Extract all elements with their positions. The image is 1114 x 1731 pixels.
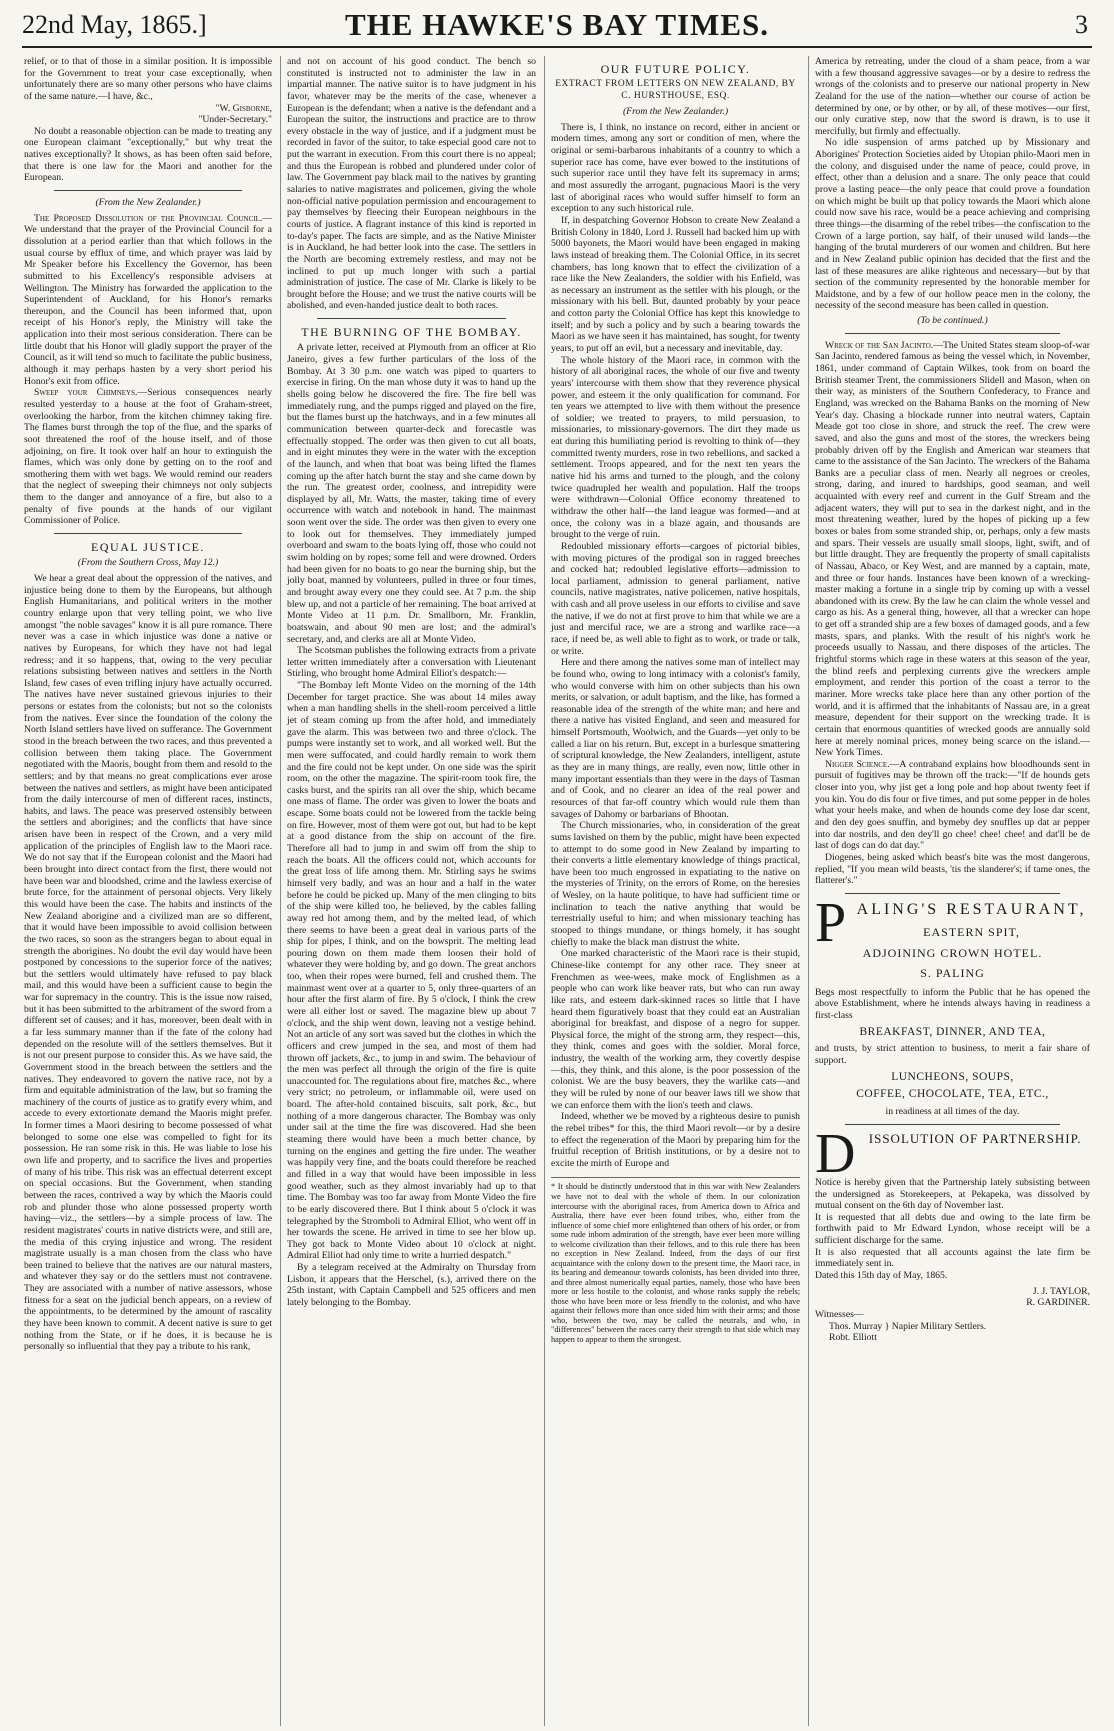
restaurant-adjoining: ADJOINING CROWN HOTEL. [862, 945, 1043, 960]
restaurant-text: Begs most respectfully to inform the Public that he has opened the above Establishment, where he intends always having in readiness a first-class [815, 986, 1090, 1021]
dissolution-text-1: Notice is hereby given that the Partnership lately subsisting between the undersigned as Storekeepers, at Pekapeka, was dissolved by mutual consent on the 6th day of November last. [815, 1176, 1090, 1212]
masthead [22, 4, 1092, 48]
issue-date: 22nd May, 1865.] [22, 10, 207, 39]
column-3 [544, 56, 806, 1726]
divider [845, 1124, 1060, 1125]
signature-taylor: J. J. TAYLOR, [1032, 1285, 1090, 1297]
equal-justice-source: (From the Southern Cross, May 12.) [77, 557, 219, 569]
divider [54, 190, 242, 191]
policy-paragraph: Here and there among the natives some man of intellect may be found who, owing to long intimacy with a colonist's family, who would converse with him on other subjects than his own merits, or salvation, or adult baptism, and the like, has formed a reasonable idea of the strength of the white man; and here and there a native has visited England, and seen and measured for himself Portsmouth, Woolwich, and the Guards—yet only to be called a liar on his return. But, except in a burlesque smattering of scriptural knowledge, the New Zealanders, intelligent, astute as they are in many things, are really, even now, little other in many important essentials than they were in the days of Tasman and of Cook, and no clearer an idea of the real power and resources of that far-off country which would rule them than savages of Dahomy or barbarians of Bhootan. [551, 657, 800, 820]
future-policy-source: (From the New Zealander.) [622, 106, 729, 118]
page-number: 3 [1075, 10, 1088, 39]
column-4 [808, 56, 1096, 1726]
witness-elliott: Robt. Elliott [829, 1332, 877, 1344]
dissolution-text-3: It is also requested that all accounts against the late firm be immediately sent in. [815, 1246, 1090, 1270]
letter-signature: "W. Gisborne, [215, 102, 272, 114]
wreck-heading: Wreck of the San Jacinto. [825, 339, 934, 351]
nigger-science-heading: Nigger Science. [825, 758, 890, 770]
letter-tail: relief, or to that of those in a similar position. It is impossible for the Government to treat your case exceptionally, when unfortunately there are so many other persons who have claims of the same nature.—I have, &c., [24, 56, 272, 102]
future-policy-subheading: EXTRACT FROM LETTERS ON NEW ZEALAND, BY C. HURSTHOUSE, ESQ. [555, 79, 796, 101]
nigger-science-text: —A contraband explains how bloodhounds sent in pursuit of fugitives may be thrown off the track:—"If de hounds gets closer into you, why jist get a long pole and hop about twenty feet if you kin. You do dis four or five times, and put some pepper in de holes what your heels make, and when de hounds come dey lose dar scent, and den dey goes snuffin, and bymeby dey snuffles up dat ar pepper into dar nostrils, and den dey'll go chee! chee! chee! and dat'll be de last of dogs can do dat day." [815, 758, 1090, 852]
restaurant-advertisement [815, 891, 1090, 1118]
policy-paragraph: There is, I think, no instance on record, either in ancient or modern times, among any sort or condition of men, where the original or semi-barbarous inhabitants of a country to which a superior race has come, have ever bowed to the institutions of such superior race until they have felt its supremacy in arms; and most assuredly the arrogant, pugnacious Maori is the very last of aboriginal races who would suffer himself to form an exception to any such historical rule. [551, 121, 800, 215]
bombay-scotsman: The Scotsman publishes the following extracts from a private letter written immediately after a conversation with Lieutenant Stirling, who brought home Admiral Elliot's despatch:— [287, 645, 536, 680]
restaurant-title-text: ALING'S RESTAURANT, [856, 900, 1087, 918]
restaurant-meals: BREAKFAST, DINNER, AND TEA, [859, 1025, 1046, 1038]
dissolution-text-2: It is requested that all debts due and owing to the late firm be forthwith paid to Mr Edward Lyndon, whose receipt will be a sufficient discharge for the same. [815, 1211, 1090, 1247]
equal-justice-continued: and not on account of his good conduct. The bench so constituted is instructed not to administer the law in an impartial manner. The native suitor is to have judgment in his favor, whatever may be the merits of the case, whenever a European is the defendant; when a native is the defendant and a European the suitor, the instructions and practice are to throw every obstacle in the way of justice, and if a judgment must be recorded in favor of the suitor, to take especial good care not to put the warrant in execution. From this court there is no appeal; and thus the European is robbed and plundered under color of law. The Government pay black mail to the natives by granting salaries to native magistrates and policemen, giving the whole non-official native population permission and encouragement to pay themselves by fleecing their European neighbours in the courts of justice. A flagrant instance of this kind is reported in to-day's paper. The facts are simple, and as the Native Minister is in Auckland, he had better look into the case. The settlers in the North are becoming extremely restless, and may not be inclined to put up much longer with such a partial administration of justice. The case of Mr. Clarke is likely to be brought before the House; and we trust the native courts will be abolished, and even-handed justice dealt to both races. [287, 56, 536, 312]
dissolution-dated: Dated this 15th day of May, 1865. [815, 1269, 948, 1281]
restaurant-items-2: COFFEE, CHOCOLATE, TEA, ETC., [856, 1088, 1049, 1101]
to-be-continued: (To be continued.) [917, 315, 988, 327]
article-source: (From the New Zealander.) [95, 197, 201, 209]
newspaper-title: THE HAWKE'S BAY TIMES. [345, 7, 769, 42]
restaurant-items-3: in readiness at all times of the day. [885, 1106, 1020, 1118]
witness-murray-name: Thos. Murray [829, 1320, 883, 1332]
bombay-body: A private letter, received at Plymouth from an officer at Rio Janeiro, gives a few further particulars of the loss of the Bombay. At 3 30 p.m. one watch was piped to quarters to exercise in firing. On the man whose duty it was to hand up the shells going below he discovered the fire. The fire bell was immediately rung, and the pumps rigged and played on the fire, but the flames burst up the hatchways, and in a few minutes all communication between quarter-deck and forecastle was effectually stopped. The order was then given to cut all boats, and in eight minutes they were in the water with the exception of the launch, and when that boat was being lifted the flames coming up the after hatch burnt the stay and she came down by the run. The greatest order, coolness, and intrepidity were displayed by all, Mr. Watts, the master, taking time of every occurrence with watch and notebook in hand. The mainmast soon went over the side. The order was then given to every one to look out for themselves. They immediately jumped overboard and swam to the boats lying off, those who could not swim holding on by ropes; some fell and were drowned. Orders had been given for no boats to go near the burning ship, but the jolly boat, manned by volunteers, pulled in three or four times, and brought away every one they could see. At 7 p.m. the ship blew up, and not a particle of her remaining. The boat arrived at Monte Video at 11 p.m. Dr. Smallborn, Mr. Franklin, boatswain, and about 90 men are lost; and the admiral's secretary, and, and clerks are all at Monte Video. [287, 342, 536, 645]
diogenes-paragraph: Diogenes, being asked which beast's bite was the most dangerous, replied, "If you mean wild beasts, 'tis the slanderer's; if tame ones, the flatterer's." [815, 851, 1090, 887]
dissolution-title [815, 1122, 1090, 1185]
restaurant-text-2: and trusts, by strict attention to business, to merit a fair share of support. [815, 1043, 1090, 1066]
policy-paragraph: Indeed, whether we be moved by a righteous desire to punish the rebel tribes* for this, the third Maori revolt—or by a desire to effect the regeneration of the Maori by preparing him for the fruitful reception of British institutions, or by a desire not to excite the mirth of Europe and [551, 1111, 800, 1169]
policy-continued: America by retreating, under the cloud of a sham peace, from a war with a few thousand aggressive savages—or by a desire to redress the wrongs of the colonists and to preserve our national property in New Zealand for the use of the nation—whether our course of action be determined by one, or by other, or by all, of these motives—our first, our only curative step, now that the sword is drawn, is to use it mercifully, but firmly and effectually. [815, 56, 1090, 137]
divider [317, 318, 506, 319]
chimney-text: —Serious consequences nearly resulted yesterday to a house at the foot of Graham-street, overlooking the harbor, from the kitchen chimney taking fire. The flames burst through the top of the flue, and the sparks of soot threatened the roof of the house itself, and of those adjoining, on fire. It took over half an hour to extinguish the flames, which was only done by getting on to the roof and smothering them with wet bags. We would remind our readers that the neglect of sweeping their chimneys not only subjects them to the danger and annoyance of a fire, but also to a penalty of five pounds at the hands of our vigilant Commissioner of Police. [24, 387, 272, 527]
restaurant-owner: S. PALING [920, 966, 985, 981]
dissolution-advertisement [815, 1122, 1090, 1344]
policy-paragraph: If, in despatching Governor Hobson to create New Zealand a British Colony in 1840, Lord J. Russell had backed him up with 5000 bayonets, the Maori would have been engaged in making laws instead of breaking them. The Colonial Office, in its secret chambers, has long known that to effect the civilization of a race like the New Zealanders, the soldier with his Enfield, was as necessary an instrument as the settler with his plough, or the missionary with his bell. But, daunted probably by your peace and cotton party the Colonial Office has kept this knowledge to itself; and by such a policy and by such a bearing towards the Maori as we have seen it has maintained, has sought, for twenty years, to put off an evil, but a necessary and inevitable, day. [551, 214, 800, 354]
council-paragraph [24, 213, 272, 388]
equal-justice-heading: EQUAL JUSTICE. [91, 539, 205, 554]
chimney-paragraph [24, 387, 272, 527]
equal-justice-body: We hear a great deal about the oppression of the natives, and injustice being done to them by the Europeans, but although English Humanitarians, and political writers in the mother country enlarge upon that very telling point, we who live amongst "the noble savages" know it is all pure romance. There never was a case in which injustice was done a native or natives by Europeans, for which they have not had legal redress; and it so happens, that, owing to the very peculiar relations subsisting between natives and settlers in the North Island, few cases of even trifling injury have actually occurred. The natives have never sustained grievous injuries to their persons or estates from the colonists; but not so the colonists from the natives. Ever since the foundation of the colony the North Island settlers have lived on sufferance. The Government stood in the breach between the two races, and thus prevented a collision between them taking place. The Government negotiated with the Maoris, bought from them and resold to the settlers; and by that means no great complications ever arose between the natives and settlers, as might have been anticipated from the daily intercourse of men of different races, instincts, habits, and laws. The peace was preserved ostensibly between the settlers and aborigines; and the conflicts that have since arisen have been in respect of the Crown, and a very mild application of the principles of English law to the Maori race. We do not say that if the European colonist and the Maori had been brought into direct contact from the first, there would not have been war and bloodshed, crime and the lawless exercise of brute force, for the attainment of personal objects. Very likely this would have been the case. The habits and instincts of the New Zealand aborigine and a civilized man are so different, that it would have been impossible to avoid collision between the two races, so soon as the strangers began to about equal in strength the aborigines. No doubt the evil day would have been postponed by concessions to the superior force of the natives; but the settlers would ultimately have refused to pay black mail, and this would have been a sufficient cause to begin the war for supremacy in the country. This is the issue now raised, but it has been submitted to the arbitrament of the sword from a different set of causes; and it has, moreover, been dealt with in a far less summary manner than if the fate of the colony had depended on the resolute will of the settlers themselves. But it is not our present purpose to consider this. As we have said, the Government stood in the breach between the settlers and the natives. They endeavored to govern the native race, not by a firm and equitable administration of the law, but so framing the machinery of the courts of justice as to gratify every whim, and accede to every extortionate demand the Maoris might prefer. In former times a Maori desiring to become possessed of what belonged to some one else was compelled to fight for its possession. He ran some risk in this. He was liable to lose his own life and property, and to sacrifice the lives and properties of many of his tribe. This risk was an effectual deterrent except on special occasions. But the Government, when standing between the races, contrived a way by which the Maoris could rob and plunder those who alone possessed property worth having—viz., the settlers—by a simple process of law. The resident magistrates' courts in native districts were, and still are, the media of this crying injustice and wrong. The resident magistrate usually is a man chosen from the class who have been trained to believe that the natives are our natural masters, and whatever they say or do the settlers must not contravene. They are associated with a number of native assessors, whose fitness for a seat on the judicial bench appears, on a review of the appointments, to be determined by the amount of rascality they have been known to commit. A decent native is sure to get nothing from the State, or if he does, it is because he is personally so influential that they pay a tribute to his rank, [24, 573, 272, 1353]
council-text: —We understand that the prayer of the Provincial Council for a dissolution at a period earlier than that which follows in the usual course by efflux of time, and which prayer was laid by Mr Speaker before his Excellency the Governor, has been submitted to his Excellency's responsible advisers at Wellington. The Ministry has forwarded the application to the Superintendent of Auckland, for his Honor's remarks thereupon, and the Council has been informed that, upon receipt of his Honor's reply, the Ministry will take the application into their most serious consideration. There can be little doubt that his Honor will gladly support the prayer of the Council, as it will tend so much to facilitate the public business, although it may perhaps hasten by a very short period his Honor's exit from office. [24, 212, 272, 387]
witness-murray: Thos. Murray } Napier Military Settlers. [829, 1320, 987, 1332]
bombay-quote: "The Bombay left Monte Video on the morning of the 14th December for target practice. She was about 14 miles away when a man handling shells in the shell-room perceived a little jet of steam coming up from the after hold, and immediately gave the alarm. This was between two and three o'clock. The pumps were instantly set to work, and all worked well. But the men were suffocated, and could hardly remain to work them and the fire could not be kept under. On one side was the spirit room, on the other the magazine. The spirit-room took fire, the casks burst, and the spirits ran all over the ship, which became one mass of flame. The order was given to lower the boats and escape. Some boats could not be lowered from the tackle being on fire. However, most of them were got out, but had to be kept at a good distance from the ship on account of the fire. Therefore all had to jump in and swim off from the ship to reach the boats. All the officers could not, which accounts for the great loss of life among them. Mr. Stirling says he swims himself very badly, and was an hour and a half in the water before he could be picked up. Many of the men clinging to bits of the ship were killed too, he believed, by the cables falling away red hot among them, and by the melted lead, of which there seems to have been a great deal in various parts of the ship for pipes, I think, and on the bowsprit. The melting lead pouring down on them made them loosen their hold of whatever they were holding by, and go down. The great anchors too, when their ropes were burned, fell and crushed them. The mainmast went over at a quarter to 5, only three-quarters of an hour after the first alarm of fire. By 5 o'clock, I think the crew were all either lost or saved. The magazine blew up about 7 o'clock, and the ship went down, leaving not a vestige behind. Not an article of any sort was saved but the clothes in which the officers and crew jumped in the sea, and most of them had thrown off jackets, &c., to jump in and swim. The behaviour of the men was perfect all through the origin of the fire is quite unaccounted for. The regulations about fire, matches &c., where very strict; no petroleum, or inflammable oil, were used on board. The after-hold contained biscuits, salt pork, &c., but nothing of a more dangerous character. The Bombay was only under sail at the time the fire was discovered. Had she been steaming there would have been a much better chance, by turning on the engines and getting the fire under. The weather was happily very fine, and the boats could therefore be reached and filled in a way that would have been impossible in less good weather, such as they almost invariably had up to that time. The Bombay was too far away from Monte Video the fire to be early discovered there. But I think about 5 o'clock it was telegraphed by the Stromboli to Admiral Elliot, who went off in her towards the scene. He arrived in time to see her blow up. They got back to Monte Video about 10 o'clock at night. Admiral Elliot had only time to write a hurried despatch." [287, 680, 536, 1262]
restaurant-items: LUNCHEONS, SOUPS, [891, 1070, 1014, 1083]
restaurant-location: EASTERN SPIT, [923, 925, 1020, 940]
wreck-text: —The United States steam sloop-of-war San Jacinto, rendered famous as being the vessel which, in November, 1861, under command of Captain Wilkes, took from on board the British steamer Trent, the commissioners Slidell and Mason, when on their way, as ministers of the Southern Confederacy, to France and England, was wrecked on the Bahama Banks on the morning of New Year's day. Chasing a blockade runner into neutral waters, Captain Meade got too close in shore, and struck the reef. The crew were saved, and also the guns and most of the stores, the wreckers being probably driven off by the English and American war steamers that came to the assistance of the San Jacinto. The wreckers of the Bahama Banks are a peculiar class of men. Nearly all negroes or creoles, strong, daring, and inured to hardships, good seaman, and well acquainted with every reef and current in the Gulf Stream and the adjacent waters, they will put to sea in the darkest night, and in the most threatening weather, lured by the hopes of picking up a few boxes or bales from some stranded ship, or, perhaps, only a few masts and spars. Their vessels are usually small sloops, light, swift, and of but little draught. They are frequently the property of small capitalists of Nassau, Abaco, or Key West, and are manned by a captain, mate, and three or four hands. Instances have been known of a wrecking-master making a fortune in a single trip by coming up with a vessel abandoned with its crew. By the law he can claim the whole vessel and cargo as his. As a general thing, however, all that a wrecker can hope to get off a stranded ship are a few boxes of damaged goods, and a few masts, spars, and planks. With the result of his night's work he proceeds usually to Nassau, and there disposes of the articles. The frightful storms which rage in these waters at this season of the year, the blind reefs and perplexing currents give the wreckers ample employment, and render this portion of the coast a terror to the mariner. More wrecks take place here than any other portion of the world, and it is affirmed that the inhabitants of Nassau are, in a great measure, dependent for their support on the wrecking trade. It is certain that enormous quantities of wrecked goods are annually sold here at merely nominal prices, money being scarce on the island.—New York Times. [815, 339, 1091, 759]
dropcap: D [815, 1122, 857, 1185]
dissolution-title-text: ISSOLUTION OF PARTNERSHIP. [868, 1130, 1082, 1146]
dropcap: P [815, 891, 850, 954]
policy-footnote: * It should be distinctly understood that in this war with New Zealanders we have not to deal with the whole of them. In our colonization intercourse with the aboriginal races, from America down to Africa and Australia, there have ever been found tribes, who, either from the influence of some chief more enlightened than others of his order, or from some rude inborn admiration of the strength, have ever been more willing to welcome civilization than their fellows, and to this rule there has been no exception in New Zealand. Indeed, from the days of our first acquaintance with the colony down to the present time, the Maori race, in its bearing and demeanour towards colonists, has been divided into three, and three almost numerically equal parties, namely, those who have been more or less hostile to the colonist, and whose ranks supply the rebels; those who have been more or less friendly to the colonist, and who have against their fellows more than once sided him with their arms; and those who, between the two, may be called the neutrals, and who, in "differences" between the races carry their strength to that side which may happen to appear to them the strongest. [551, 1177, 800, 1344]
policy-paragraph: One marked characteristic of the Maori race is their stupid, Chinese-like contempt for any other race. They sneer at Frenchmen as wee-wees, make mock of Englishmen as a people who can work like beaver rats, but who can run away like rats, and esteem dark-skinned races so little that I have heard them figuratively boast that they could eat an Australian aboriginal for breakfast, and dispose of a negro for supper. Physical force, the might of the strong arm, they respect—this, they think, comes and goes with the soldier. Moral force, industry, the wealth of the working arm, they covertly despise—this, they think, and this alone, is the poor possession of the colonist. We are the busy beavers, they the warlike cats—and they will be ruled by none of our beaver laws till we show that we can enforce them with the lion's teeth and claws. [551, 948, 800, 1111]
policy-paragraph: The whole history of the Maori race, in common with the history of all aboriginal races, the whole of our five and twenty years' intercourse with them show that they reverence physical power, and esteem it the only qualification for command. For ten years we attempted to live with them without the presence of soldier; we treated to prayers, to mild persuasion, to missionaries, to missionary-governors. The dirt they made us eat during this humiliating period is revolting to think of—they committed twenty murders, rose in two rebellions, and sacked a settlement. Troops appeared, and for the next ten years the native hid his arms and turned to the plough, and the colony twice quadrupled her wealth and population. Half the troops were withdrawn—Colonial Office economy threatened to withdraw the other half—the land league was formed—and at once, the colony was in a blaze again, and thousands are brought to the verge of ruin. [551, 354, 800, 541]
nigger-science-paragraph [815, 759, 1090, 852]
divider [845, 893, 1060, 894]
letter-signature-title: "Under-Secretary." [198, 114, 272, 126]
witness-title: Napier Military Settlers. [891, 1320, 987, 1332]
divider [54, 533, 242, 534]
chimney-heading: Sweep your Chimneys. [34, 387, 138, 399]
bombay-tail: By a telegram received at the Admiralty on Thursday from Lisbon, it appears that the Herschel, (s.), arrived there on the 25th instant, with Captain Campbell and 525 officers and men lately belonging to the Bombay. [287, 1262, 536, 1309]
divider [845, 333, 1060, 334]
witnesses-label: Witnesses— [815, 1308, 864, 1320]
bombay-heading: THE BURNING OF THE BOMBAY. [301, 325, 522, 340]
future-policy-heading: OUR FUTURE POLICY. [600, 62, 751, 76]
policy-paragraph: Redoubled missionary efforts—cargoes of pictorial bibles, with moving pictures of the prodigal son in ragged breeches and cocked hat; redoubled legislative efforts—admission to local parliament, admission to general parliament, native councils, native magistrates, native policemen, native hospitals, with cash and all prove useless in our efforts to civilise and save the native, if we do not at first prove to him that while we are a just and merciful race, we are a strong and warlike race—a race, if need be, as well able to fight as to work, or trade or talk, or write. [551, 540, 800, 657]
council-heading: The Proposed Dissolution of the Provincial Council. [34, 212, 263, 224]
signatures [815, 1286, 1090, 1344]
column-2 [280, 56, 542, 1726]
editorial-comment: No doubt a reasonable objection can be made to treating any one European claimant "exceptionally," but why treat the natives exceptionally? It shows, as has been often said before, that there is one law for the Maori and another for the European. [24, 125, 272, 184]
policy-paragraph: The Church missionaries, who, in consideration of the great sums lavished on them by the public, might have been expected to attempt to do some good in New Zealand by imparting to their converts a little elementary knowledge of things practical, have been too much engrossed in expatiating to the native on the mysteries of Trinity, on the errors of Rome, on the heresies of Wesley, on la haute politique, to have had sufficient time or inclination to teach the native anything that would be terrestrially useful to him; and when missionary teaching has stooped to things mundane, or things homely, it has sought chiefly to make the black man distrust the white. [551, 820, 800, 948]
column-1 [18, 56, 278, 1726]
signature-gardiner: R. GARDINER. [1026, 1297, 1090, 1309]
policy-continued: No idle suspension of arms patched up by Missionary and Aborigines' Protection Societies aided by Utopian philo-Maori men in the colony, and disguised under the name of peace, could prove, in effect, other than a delusion and a snare. The only peace that could prove a lasting peace—the only peace that could prove a foundation on which might be built up that policy towards the Maori which alone could now save his race, would be a peace achieving and comprising three things—the disarming of the rebel tribes—the confiscation to the Crown of a large portion, say half, of their unused wild lands—the hanging of the brutal murderers of our women and children. But here and in New Zealand public opinion has decided that the first and the last of these measures are alike righteous and necessary—but by that section of the community represented by the honorable member for Maidstone, and by a few of our hollow peace men in the colony, the necessity of the second measure has been called in question. [815, 137, 1090, 312]
wreck-paragraph [815, 340, 1090, 759]
